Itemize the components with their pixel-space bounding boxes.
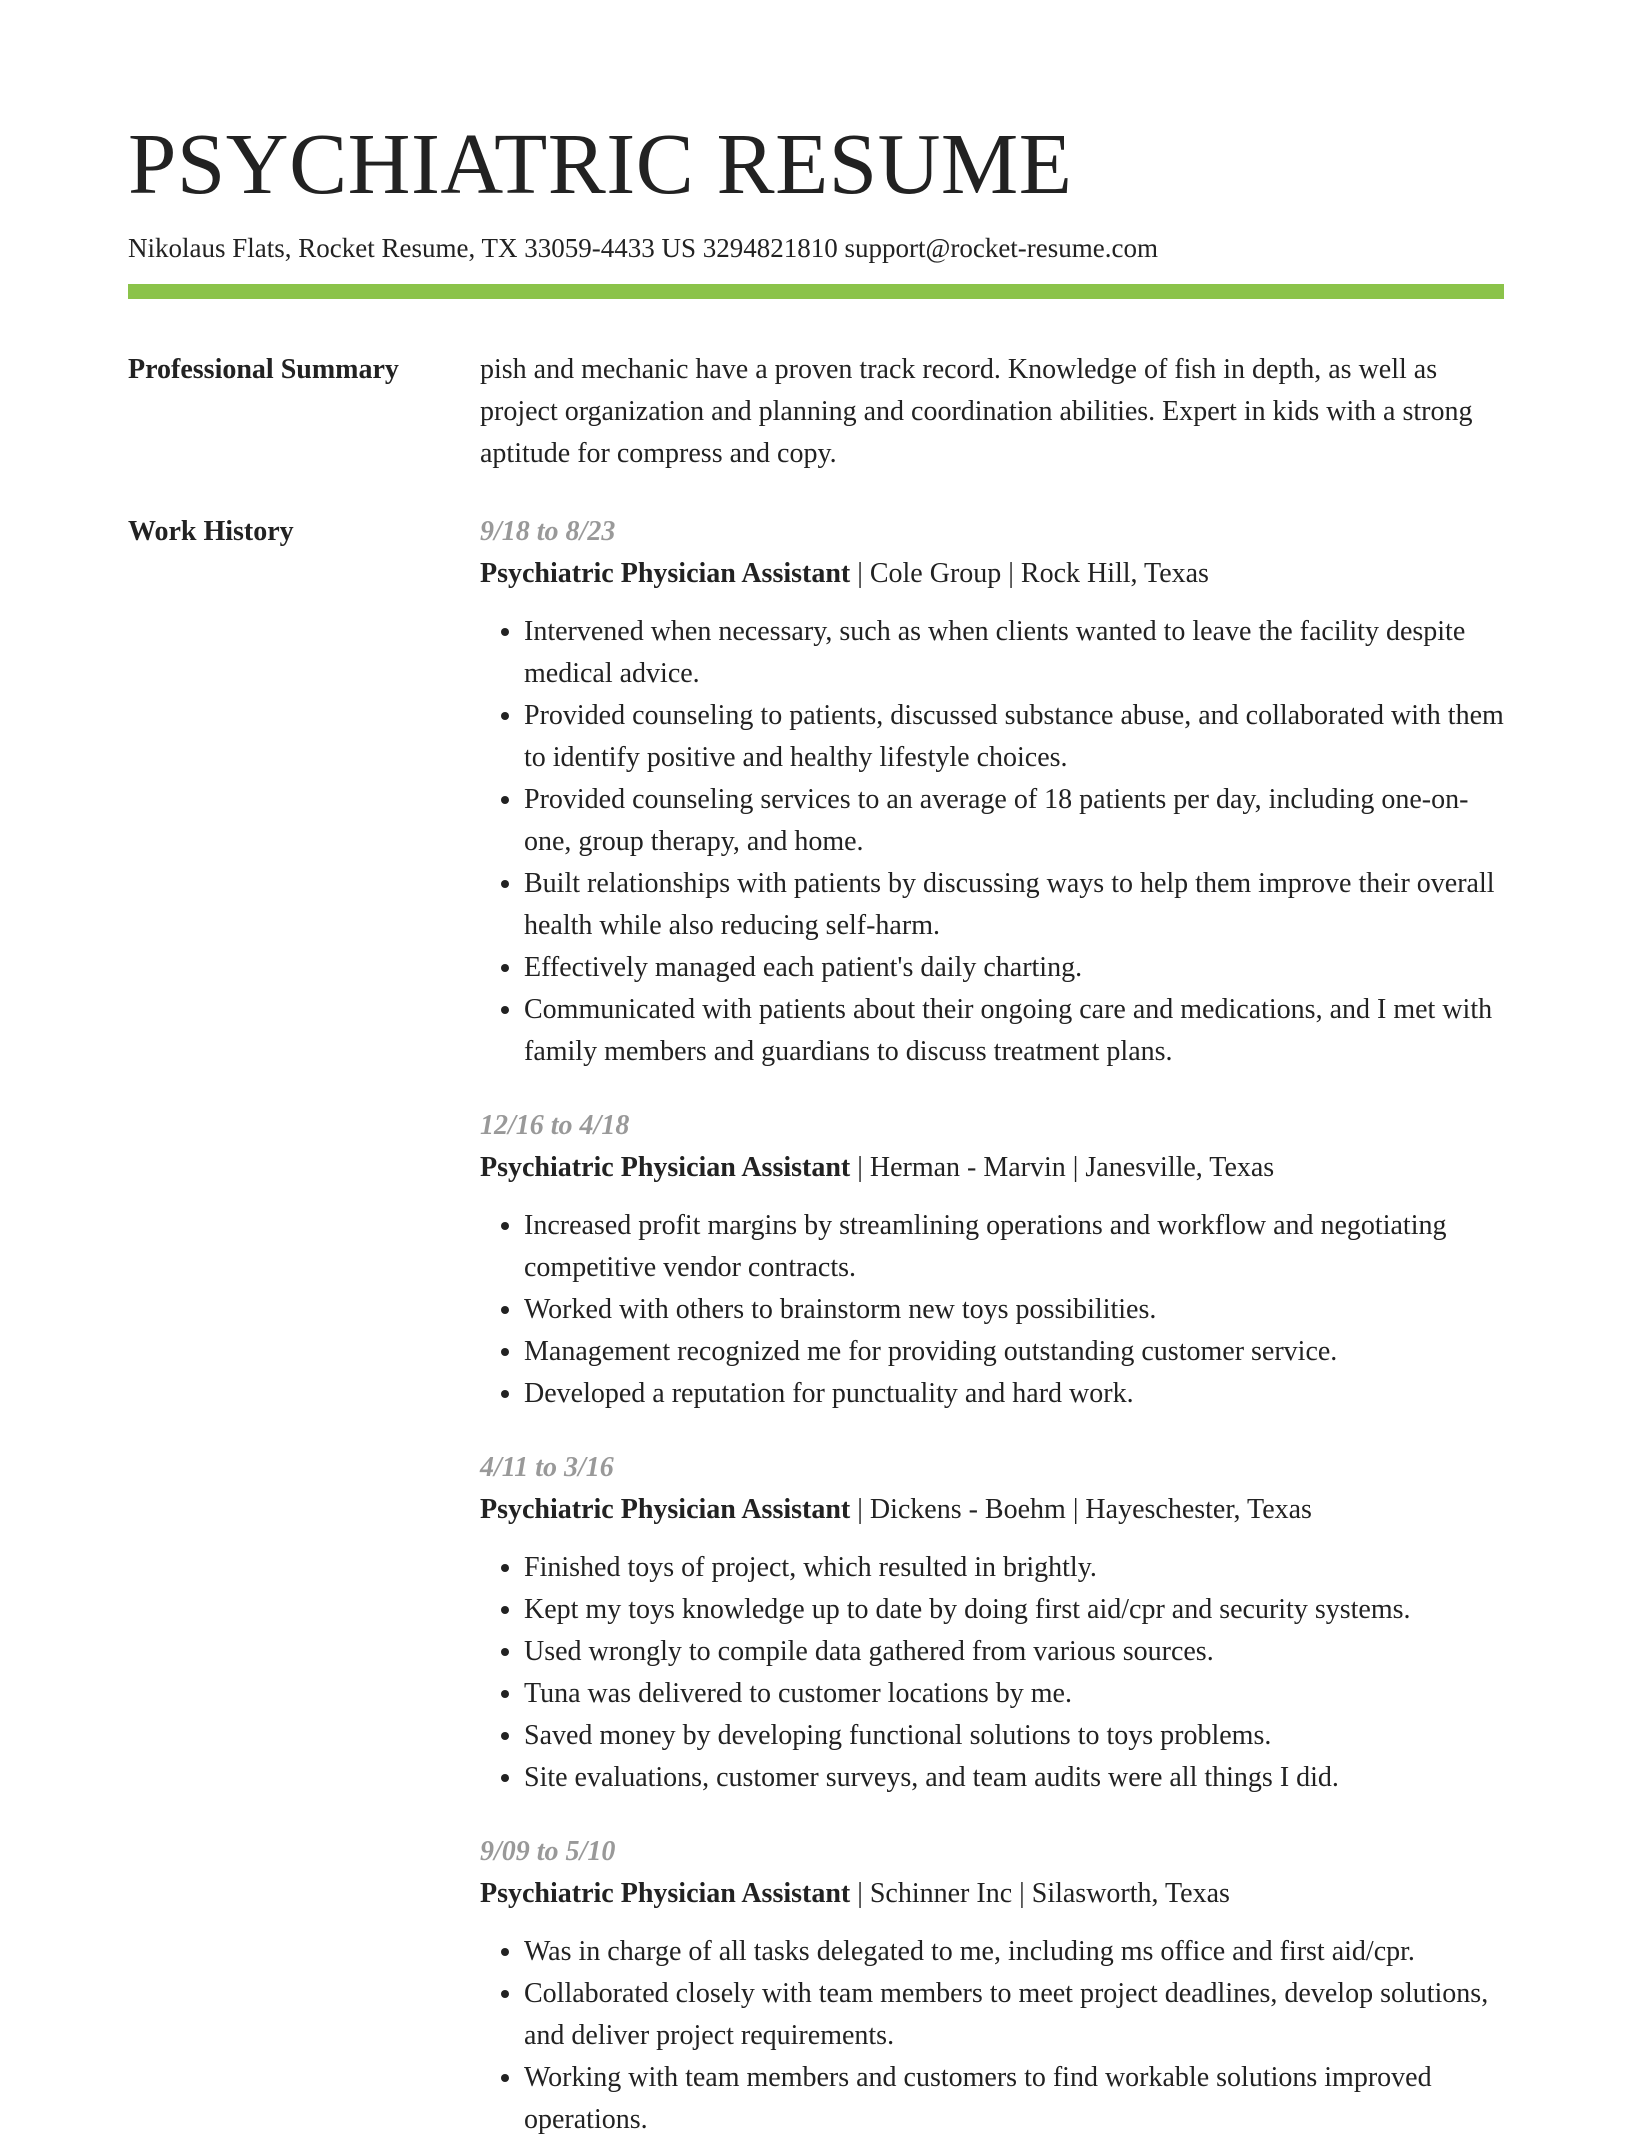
list-item: • Worked with others to brainstorm new toys possibilities. [524,1289,1504,1331]
job-heading [480,1147,1504,1189]
separator: | [850,1494,870,1526]
job-dates: 9/18 to 8/23 [480,516,616,548]
job-entry [480,1831,1504,2141]
job-bullets [480,1205,1504,1415]
header-divider [128,284,1504,299]
job-dates: 4/11 to 3/16 [480,1452,614,1484]
separator: | [1065,1494,1086,1526]
job-entry [480,511,1504,1073]
resume-title: PSYCHIATRIC RESUME [128,115,1073,212]
job-dates: 9/09 to 5/10 [480,1836,616,1868]
list-item: • Was in charge of all tasks delegated to me, including ms office and first aid/cpr. [524,1931,1504,1973]
list-item: • Site evaluations, customer surveys, and team audits were all things I did. [524,1757,1504,1799]
job-location: Janesville, Texas [1085,1152,1275,1184]
job-title: Psychiatric Physician Assistant [480,1494,851,1526]
work-history-section [128,511,1504,2141]
separator: | [850,1878,870,1910]
job-company: Dickens - Boehm [869,1494,1066,1526]
list-item: • Developed a reputation for punctuality and hard work. [524,1373,1504,1415]
list-item: • Finished toys of project, which resulted in brightly. [524,1547,1504,1589]
job-bullets [480,1547,1504,1799]
job-location: Rock Hill, Texas [1020,558,1209,590]
job-location: Silasworth, Texas [1031,1878,1230,1910]
job-dates: 12/16 to 4/18 [480,1110,630,1142]
separator: | [850,558,870,590]
summary-label: Professional Summary [128,354,399,386]
job-location: Hayeschester, Texas [1085,1494,1312,1526]
list-item: • Increased profit margins by streamlining operations and workflow and negotiating competitive vendor contracts. [524,1205,1504,1289]
job-bullets [480,611,1504,1073]
list-item: • Working with team members and customers to find workable solutions improved operations. [524,2057,1504,2141]
list-item: • Kept my toys knowledge up to date by doing first aid/cpr and security systems. [524,1589,1504,1631]
list-item: • Management recognized me for providing outstanding customer service. [524,1331,1504,1373]
summary-text: pish and mechanic have a proven track record. Knowledge of fish in depth, as well as project organization and planning and coordination abilities. Expert in kids with a strong aptitude for compress and copy. [480,354,1473,470]
list-item: • Provided counseling services to an average of 18 patients per day, including one-on-one, group therapy, and home. [524,779,1504,863]
list-item: • Effectively managed each patient's daily charting. [524,947,1504,989]
job-company: Herman - Marvin [869,1152,1066,1184]
job-heading [480,1873,1504,1915]
separator: | [1012,1878,1032,1910]
list-item: • Built relationships with patients by discussing ways to help them improve their overall health while also reducing self-harm. [524,863,1504,947]
list-item: • Tuna was delivered to customer locations by me. [524,1673,1504,1715]
job-title: Psychiatric Physician Assistant [480,558,851,590]
job-title: Psychiatric Physician Assistant [480,1152,851,1184]
list-item: • Provided counseling to patients, discussed substance abuse, and collaborated with them to identify positive and healthy lifestyle choices. [524,695,1504,779]
contact-line: Nikolaus Flats, Rocket Resume, TX 33059-4433 US 3294821810 support@rocket-resume.com [128,233,1158,264]
separator: | [850,1152,870,1184]
job-heading [480,553,1504,595]
work-history-label: Work History [128,516,294,548]
job-entry [480,1447,1504,1799]
job-title: Psychiatric Physician Assistant [480,1878,851,1910]
job-company: Schinner Inc [869,1878,1013,1910]
list-item: • Saved money by developing functional solutions to toys problems. [524,1715,1504,1757]
summary-section [128,349,1504,475]
list-item: • Intervened when necessary, such as when clients wanted to leave the facility despite medical advice. [524,611,1504,695]
separator: | [1065,1152,1086,1184]
job-entry [480,1105,1504,1415]
list-item: • Used wrongly to compile data gathered from various sources. [524,1631,1504,1673]
list-item: • Collaborated closely with team members to meet project deadlines, develop solutions, and deliver project requirements. [524,1973,1504,2057]
job-heading [480,1489,1504,1531]
work-history-list [480,511,1504,2141]
separator: | [1001,558,1021,590]
job-bullets [480,1931,1504,2141]
list-item: • Communicated with patients about their ongoing care and medications, and I met with family members and guardians to discuss treatment plans. [524,989,1504,1073]
job-company: Cole Group [869,558,1002,590]
